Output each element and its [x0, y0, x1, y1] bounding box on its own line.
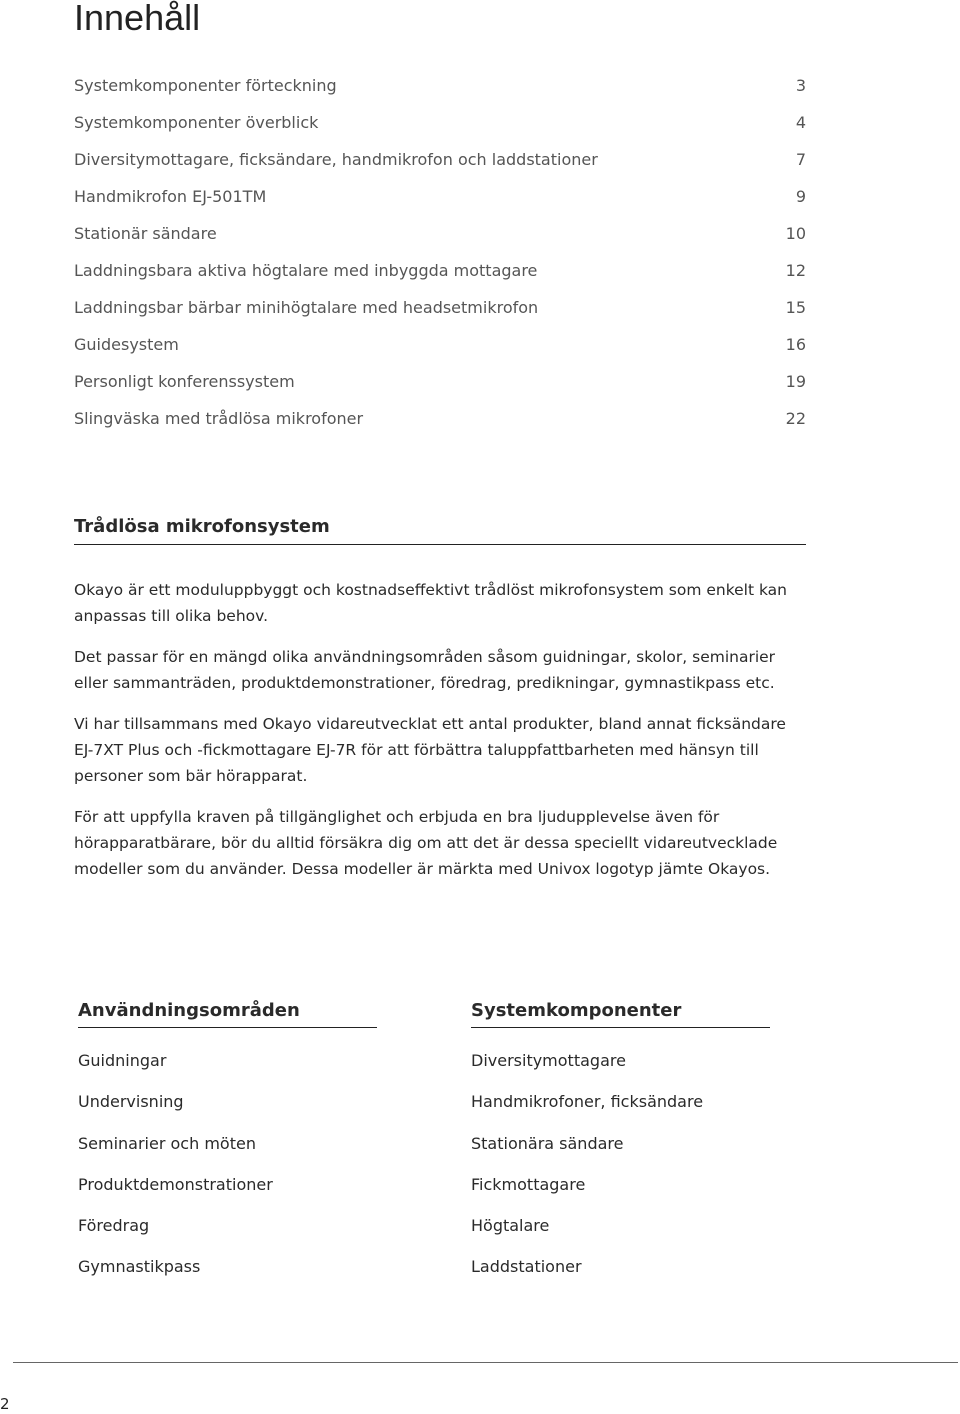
page-number: 2	[0, 1395, 10, 1413]
toc-item-page: 12	[785, 261, 806, 280]
toc-item[interactable]	[74, 183, 806, 220]
toc-item[interactable]	[74, 368, 806, 405]
list-item: Föredrag	[78, 1216, 150, 1236]
list-item: Undervisning	[78, 1092, 184, 1112]
toc-item-title: Slingväska med trådlösa mikrofoner	[74, 409, 364, 428]
usage-areas-column	[78, 998, 377, 1277]
toc-item[interactable]	[74, 294, 806, 331]
body-paragraph: Vi har tillsammans med Okayo vidareutvecklat ett antal produkter, bland annat ficksändare EJ-7XT Plus och -fickmottagare EJ-7R för att förbättra taluppfattbarheten med hänsyn till personer som bär hörapparat.	[74, 715, 786, 785]
usage-areas-heading: Användningsområden	[78, 998, 377, 1028]
list-item: Stationära sändare	[471, 1133, 624, 1153]
list-item: Produktdemonstrationer	[78, 1174, 273, 1194]
toc-item-title: Personligt konferenssystem	[74, 372, 295, 391]
list-item: Diversitymottagare	[471, 1051, 626, 1070]
body-paragraph: Det passar för en mängd olika användningsområden såsom guidningar, skolor, seminarier eller sammanträden, produktdemonstrationer, föredrag, predikningar, gymnastikpass etc.	[74, 648, 776, 692]
toc-item-title: Diversitymottagare, ficksändare, handmikrofon och laddstationer	[74, 150, 598, 169]
toc-item-title: Laddningsbar bärbar minihögtalare med headsetmikrofon	[74, 298, 539, 317]
system-components-heading: Systemkomponenter	[471, 998, 770, 1028]
list-item: Gymnastikpass	[78, 1257, 201, 1277]
list-item: Högtalare	[471, 1216, 550, 1236]
toc-item-page: 16	[785, 335, 806, 354]
toc-item[interactable]	[74, 220, 806, 257]
toc-item-title: Laddningsbara aktiva högtalare med inbyggda mottagare	[74, 261, 538, 280]
section-heading: Trådlösa mikrofonsystem	[74, 514, 806, 545]
list-item: Fickmottagare	[471, 1174, 586, 1194]
toc-item-page: 15	[785, 298, 806, 317]
list-item: Seminarier och möten	[78, 1133, 256, 1153]
list-item: Laddstationer	[471, 1257, 582, 1277]
toc-item-title: Stationär sändare	[74, 224, 217, 243]
toc-item-page: 9	[795, 187, 806, 206]
footer-divider	[13, 1362, 958, 1363]
toc-item[interactable]	[74, 109, 806, 146]
toc-item[interactable]	[74, 331, 806, 368]
toc-item-page: 10	[785, 224, 806, 243]
list-item: Handmikrofoner, ficksändare	[471, 1092, 704, 1112]
toc-item[interactable]	[74, 405, 806, 442]
page-title: Innehåll	[74, 0, 201, 38]
toc-item[interactable]	[74, 257, 806, 294]
list-item: Guidningar	[78, 1051, 167, 1070]
toc-item-title: Handmikrofon EJ-501TM	[74, 187, 267, 206]
body-paragraph: För att uppfylla kraven på tillgänglighet och erbjuda en bra ljudupplevelse även för hörapparatbärare, bör du alltid försäkra dig om att det är dessa speciellt vidareutvecklade modeller som du använder. Dessa modeller är märkta med Univox logotyp jämte Okayos.	[74, 808, 778, 878]
usage-areas-list	[78, 1048, 273, 1296]
toc-item-page: 19	[785, 372, 806, 391]
toc-item-page: 3	[795, 76, 806, 95]
table-of-contents	[74, 72, 806, 442]
section-body	[74, 577, 806, 897]
body-paragraph: Okayo är ett moduluppbyggt och kostnadseffektivt trådlöst mikrofonsystem som enkelt kan anpassas till olika behov.	[74, 581, 788, 625]
toc-item-page: 7	[795, 150, 806, 169]
toc-item[interactable]	[74, 72, 806, 109]
toc-item-page: 22	[785, 409, 806, 428]
toc-item-title: Systemkomponenter förteckning	[74, 76, 337, 95]
system-components-list	[471, 1048, 703, 1296]
toc-item-page: 4	[795, 113, 806, 132]
toc-item-title: Guidesystem	[74, 335, 179, 354]
toc-item[interactable]	[74, 146, 806, 183]
toc-item-title: Systemkomponenter överblick	[74, 113, 319, 132]
system-components-column	[471, 998, 770, 1277]
